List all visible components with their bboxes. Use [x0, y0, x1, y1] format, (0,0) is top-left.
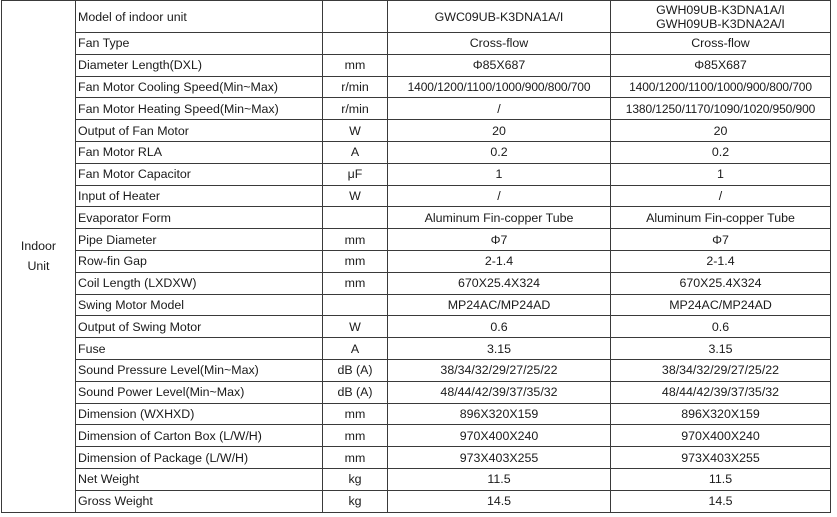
unit-cell: mm	[323, 250, 388, 272]
param-cell: Dimension of Carton Box (L/W/H)	[76, 425, 323, 447]
table-row	[2, 163, 831, 185]
header-model-a: GWC09UB-K3DNA1A/I	[388, 1, 611, 33]
value-model-a: 970X400X240	[388, 425, 611, 447]
unit-cell: kg	[323, 490, 388, 512]
param-cell: Fan Type	[76, 33, 323, 55]
value-model-a: /	[388, 98, 611, 120]
header-row	[2, 1, 831, 33]
value-model-b: Cross-flow	[611, 33, 831, 55]
unit-cell	[323, 33, 388, 55]
table-row	[2, 98, 831, 120]
value-model-b: 970X400X240	[611, 425, 831, 447]
unit-cell: mm	[323, 272, 388, 294]
param-cell: Row-fin Gap	[76, 250, 323, 272]
unit-cell: dB (A)	[323, 381, 388, 403]
value-model-b: 48/44/42/39/37/35/32	[611, 381, 831, 403]
header-model-b	[611, 1, 831, 33]
unit-cell: r/min	[323, 76, 388, 98]
param-cell: Swing Motor Model	[76, 294, 323, 316]
value-model-a: /	[388, 185, 611, 207]
unit-cell: μF	[323, 163, 388, 185]
unit-cell: mm	[323, 447, 388, 469]
unit-cell: W	[323, 120, 388, 142]
param-cell: Fan Motor Heating Speed(Min~Max)	[76, 98, 323, 120]
unit-cell: kg	[323, 468, 388, 490]
table-row	[2, 381, 831, 403]
table-row	[2, 33, 831, 55]
value-model-a: 11.5	[388, 468, 611, 490]
value-model-b: /	[611, 185, 831, 207]
param-cell: Evaporator Form	[76, 207, 323, 229]
param-cell: Fan Motor RLA	[76, 141, 323, 163]
spec-table	[1, 0, 831, 513]
param-cell: Output of Fan Motor	[76, 120, 323, 142]
value-model-b: 11.5	[611, 468, 831, 490]
value-model-a: Φ85X687	[388, 54, 611, 76]
param-cell: Input of Heater	[76, 185, 323, 207]
param-cell: Fan Motor Capacitor	[76, 163, 323, 185]
unit-cell: A	[323, 338, 388, 360]
value-model-b: MP24AC/MP24AD	[611, 294, 831, 316]
spec-table-body	[2, 1, 831, 513]
table-row	[2, 316, 831, 338]
value-model-b: 1380/1250/1170/1090/1020/950/900	[611, 98, 831, 120]
header-model-b-line-2: GWH09UB-K3DNA2A/I	[656, 16, 785, 31]
unit-cell	[323, 207, 388, 229]
unit-cell: W	[323, 316, 388, 338]
value-model-a: 3.15	[388, 338, 611, 360]
param-cell: Sound Pressure Level(Min~Max)	[76, 359, 323, 381]
value-model-b: 0.2	[611, 141, 831, 163]
header-model-b-line-1: GWH09UB-K3DNA1A/I	[656, 2, 785, 17]
param-cell: Output of Swing Motor	[76, 316, 323, 338]
table-row	[2, 76, 831, 98]
value-model-b: 973X403X255	[611, 447, 831, 469]
table-row	[2, 120, 831, 142]
table-row	[2, 207, 831, 229]
unit-cell: A	[323, 141, 388, 163]
value-model-a: Cross-flow	[388, 33, 611, 55]
table-row	[2, 141, 831, 163]
value-model-b: 3.15	[611, 338, 831, 360]
table-row	[2, 185, 831, 207]
value-model-b: 2-1.4	[611, 250, 831, 272]
value-model-a: Aluminum Fin-copper Tube	[388, 207, 611, 229]
value-model-b: 896X320X159	[611, 403, 831, 425]
param-cell: Sound Power Level(Min~Max)	[76, 381, 323, 403]
value-model-b: 14.5	[611, 490, 831, 512]
value-model-a: 973X403X255	[388, 447, 611, 469]
table-row	[2, 272, 831, 294]
unit-cell: mm	[323, 54, 388, 76]
param-cell: Coil Length (LXDXW)	[76, 272, 323, 294]
unit-cell: mm	[323, 425, 388, 447]
param-cell: Fuse	[76, 338, 323, 360]
value-model-b: 0.6	[611, 316, 831, 338]
table-row	[2, 468, 831, 490]
unit-cell: mm	[323, 403, 388, 425]
group-label-line-2: Unit	[27, 259, 50, 274]
value-model-b: 1400/1200/1100/1000/900/800/700	[611, 76, 831, 98]
value-model-a: MP24AC/MP24AD	[388, 294, 611, 316]
param-cell: Gross Weight	[76, 490, 323, 512]
unit-cell: dB (A)	[323, 359, 388, 381]
unit-cell: mm	[323, 229, 388, 251]
table-row	[2, 425, 831, 447]
value-model-a: 1	[388, 163, 611, 185]
value-model-a: 38/34/32/29/27/25/22	[388, 359, 611, 381]
group-label-line-1: Indoor	[20, 239, 57, 254]
value-model-a: Φ7	[388, 229, 611, 251]
value-model-a: 20	[388, 120, 611, 142]
value-model-b: 20	[611, 120, 831, 142]
table-row	[2, 250, 831, 272]
value-model-b: Φ7	[611, 229, 831, 251]
group-label-cell	[2, 1, 76, 513]
unit-cell	[323, 294, 388, 316]
param-cell: Diameter Length(DXL)	[76, 54, 323, 76]
unit-cell: W	[323, 185, 388, 207]
table-row	[2, 338, 831, 360]
value-model-a: 2-1.4	[388, 250, 611, 272]
value-model-b: 670X25.4X324	[611, 272, 831, 294]
value-model-b: Φ85X687	[611, 54, 831, 76]
value-model-a: 0.6	[388, 316, 611, 338]
value-model-b: Aluminum Fin-copper Tube	[611, 207, 831, 229]
param-cell: Dimension (WXHXD)	[76, 403, 323, 425]
table-row	[2, 447, 831, 469]
value-model-a: 896X320X159	[388, 403, 611, 425]
value-model-a: 14.5	[388, 490, 611, 512]
header-label: Model of indoor unit	[76, 1, 323, 33]
table-row	[2, 229, 831, 251]
header-unit-cell	[323, 1, 388, 33]
value-model-a: 48/44/42/39/37/35/32	[388, 381, 611, 403]
table-row	[2, 403, 831, 425]
value-model-b: 38/34/32/29/27/25/22	[611, 359, 831, 381]
param-cell: Dimension of Package (L/W/H)	[76, 447, 323, 469]
table-row	[2, 54, 831, 76]
param-cell: Pipe Diameter	[76, 229, 323, 251]
table-row	[2, 490, 831, 512]
table-row	[2, 294, 831, 316]
unit-cell: r/min	[323, 98, 388, 120]
value-model-a: 670X25.4X324	[388, 272, 611, 294]
value-model-a: 0.2	[388, 141, 611, 163]
table-row	[2, 359, 831, 381]
value-model-a: 1400/1200/1100/1000/900/800/700	[388, 76, 611, 98]
param-cell: Net Weight	[76, 468, 323, 490]
param-cell: Fan Motor Cooling Speed(Min~Max)	[76, 76, 323, 98]
value-model-b: 1	[611, 163, 831, 185]
